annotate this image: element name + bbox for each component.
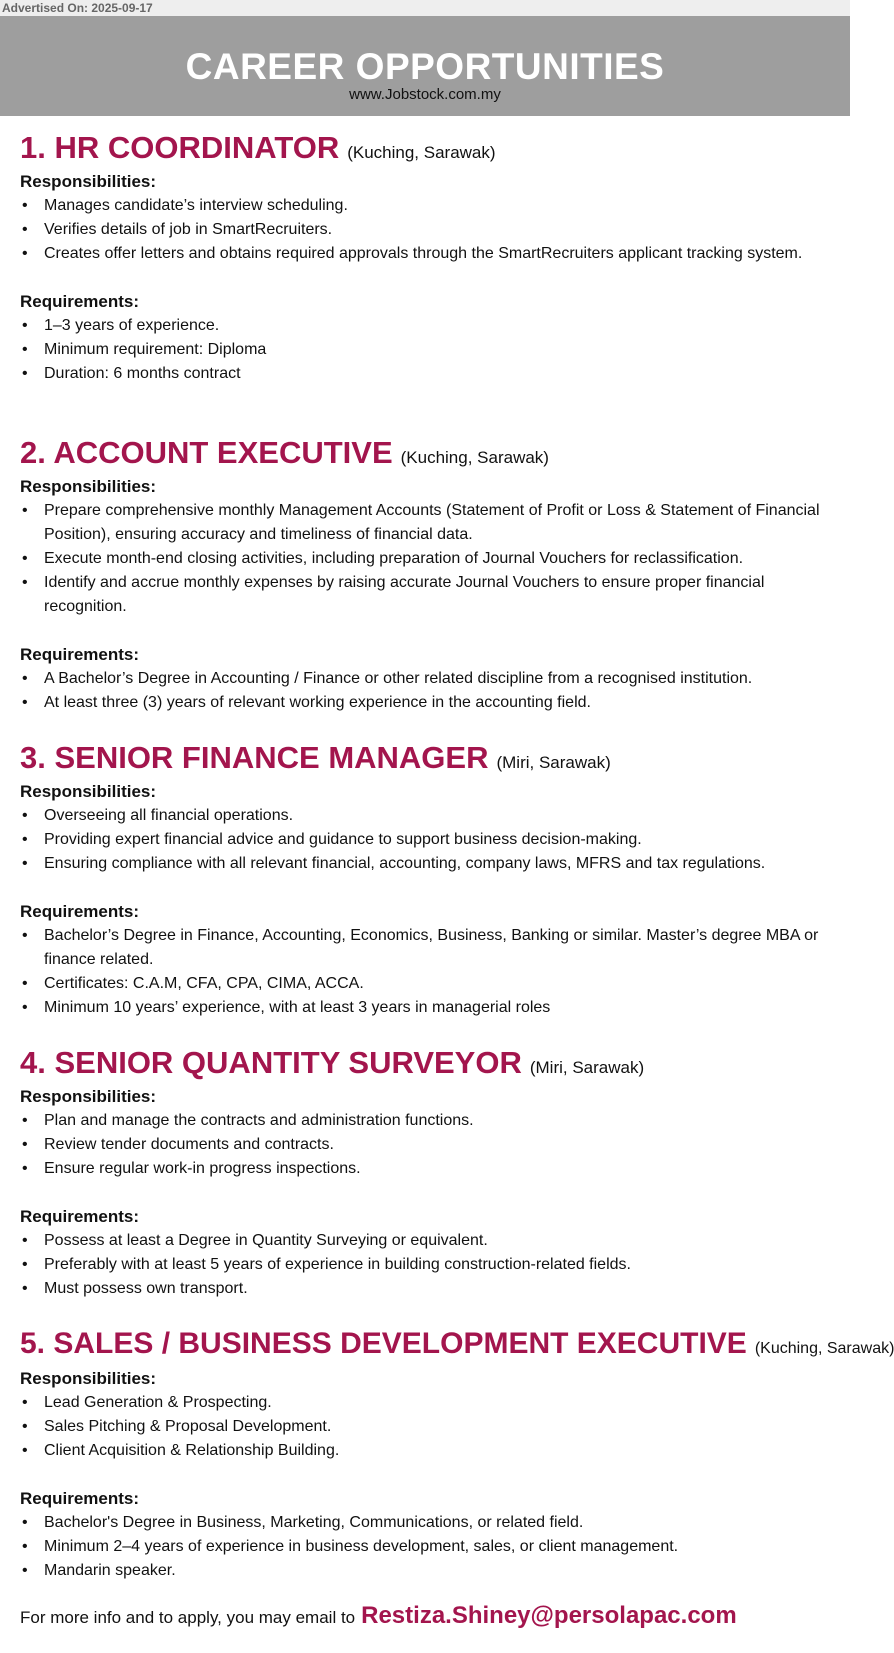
list-item: • Verifies details of job in SmartRecruiters. [20,218,840,242]
list-item: • Ensuring compliance with all relevant financial, accounting, company laws, MFRS and tax regulations. [20,852,840,876]
job-title: 1. HR COORDINATOR [20,130,340,165]
page-title: CAREER OPPORTUNITIES [185,46,665,87]
requirements-label: Requirements: [20,1489,140,1508]
list-item: • Minimum 2–4 years of experience in business development, sales, or client management. [20,1535,840,1559]
job-posting [20,1327,894,1583]
job-title: 5. SALES / BUSINESS DEVELOPMENT EXECUTIVE [20,1327,747,1360]
footer-text: For more info and to apply, you may email to [20,1608,356,1627]
email-link[interactable]: Restiza.Shiney@persolapac.com [361,1602,737,1629]
list-item: • Bachelor's Degree in Business, Marketing, Communications, or related field. [20,1511,840,1535]
list-item: • Ensure regular work-in progress inspections. [20,1157,840,1181]
job-heading [20,740,840,780]
list-item: • Prepare comprehensive monthly Management Accounts (Statement of Profit or Loss & Statement of Financial Position), ensuring accuracy and timeliness of financial data. [20,499,840,547]
list-item: • Possess at least a Degree in Quantity Surveying or equivalent. [20,1229,840,1253]
list-item: • Minimum requirement: Diploma [20,338,840,362]
list-item: • Plan and manage the contracts and administration functions. [20,1109,840,1133]
job-heading [20,1327,894,1367]
job-title: 4. SENIOR QUANTITY SURVEYOR [20,1045,522,1080]
responsibilities-label: Responsibilities: [20,477,157,496]
header-banner [0,16,850,116]
job-heading [20,1045,840,1085]
list-item: • Review tender documents and contracts. [20,1133,840,1157]
job-title: 2. ACCOUNT EXECUTIVE [20,435,393,470]
requirements-label: Requirements: [20,1207,140,1226]
job-location: (Kuching, Sarawak) [347,143,496,162]
requirements-list [20,1511,840,1583]
list-item: • Sales Pitching & Proposal Development. [20,1415,840,1439]
list-item: • At least three (3) years of relevant working experience in the accounting field. [20,691,840,715]
job-posting [20,130,840,386]
requirements-label: Requirements: [20,902,140,921]
list-item: • Bachelor’s Degree in Finance, Accounting, Economics, Business, Banking or similar. Master’s degree MBA or finance related. [20,924,840,972]
list-item: • Manages candidate’s interview scheduling. [20,194,840,218]
responsibilities-list [20,1109,840,1181]
requirements-list [20,1229,840,1301]
requirements-label: Requirements: [20,645,140,664]
list-item: • Execute month-end closing activities, including preparation of Journal Vouchers for reclassification. [20,547,840,571]
responsibilities-list [20,499,840,619]
list-item: • Lead Generation & Prospecting. [20,1391,840,1415]
site-url: www.Jobstock.com.my [349,86,501,103]
list-item: • A Bachelor’s Degree in Accounting / Finance or other related discipline from a recognised institution. [20,667,840,691]
job-posting [20,1045,840,1301]
list-item: • Identify and accrue monthly expenses by raising accurate Journal Vouchers to ensure proper financial recognition. [20,571,840,619]
responsibilities-list [20,1391,840,1463]
list-item: • Certificates: C.A.M, CFA, CPA, CIMA, ACCA. [20,972,840,996]
responsibilities-label: Responsibilities: [20,172,157,191]
responsibilities-label: Responsibilities: [20,782,157,801]
job-location: (Kuching, Sarawak) [400,448,549,467]
job-heading [20,130,840,170]
responsibilities-label: Responsibilities: [20,1087,157,1106]
list-item: • Client Acquisition & Relationship Building. [20,1439,840,1463]
responsibilities-list [20,194,840,266]
requirements-list [20,314,840,386]
job-location: (Miri, Sarawak) [496,753,611,772]
requirements-label: Requirements: [20,292,140,311]
job-posting [20,435,840,715]
requirements-list [20,667,840,715]
list-item: • Mandarin speaker. [20,1559,840,1583]
list-item: • Providing expert financial advice and guidance to support business decision-making. [20,828,840,852]
job-posting [20,740,840,1020]
list-item: • Must possess own transport. [20,1277,840,1301]
requirements-list [20,924,840,1020]
list-item: • Overseeing all financial operations. [20,804,840,828]
job-location: (Kuching, Sarawak) [754,1340,894,1357]
list-item: • Creates offer letters and obtains required approvals through the SmartRecruiters applicant tracking system. [20,242,840,266]
list-item: • Preferably with at least 5 years of experience in building construction-related fields. [20,1253,840,1277]
advertised-date: Advertised On: 2025-09-17 [0,0,850,16]
footer [20,1602,737,1630]
job-location: (Miri, Sarawak) [529,1058,645,1077]
list-item: • Duration: 6 months contract [20,362,840,386]
list-item: • Minimum 10 years’ experience, with at least 3 years in managerial roles [20,996,840,1020]
responsibilities-list [20,804,840,876]
responsibilities-label: Responsibilities: [20,1369,157,1388]
job-heading [20,435,840,475]
list-item: • 1–3 years of experience. [20,314,840,338]
job-title: 3. SENIOR FINANCE MANAGER [20,740,489,775]
